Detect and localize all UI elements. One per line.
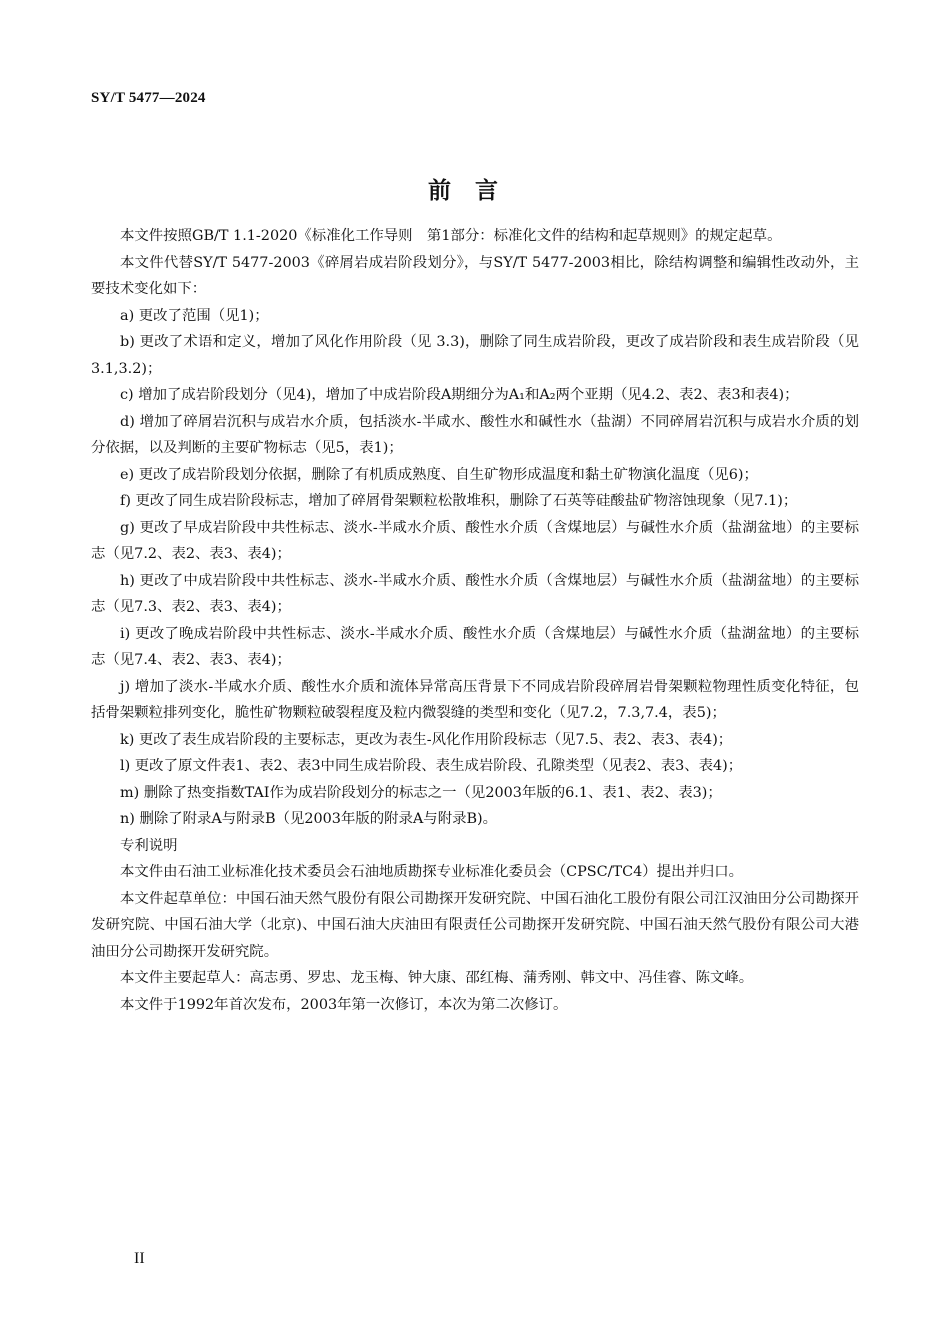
list-item: d) 增加了碎屑岩沉积与成岩水介质，包括淡水-半咸水、酸性水和碱性水（盐湖）不同碎屑岩沉积与成岩水介质的划分依据，以及判断的主要矿物标志（见5，表1)； (91, 413, 859, 456)
paragraph: 本文件按照GB/T 1.1-2020《标准化工作导则 第1部分：标准化文件的结构和起草规则》的规定起草。 (120, 228, 782, 244)
list-item: c) 增加了成岩阶段划分（见4)，增加了中成岩阶段A期细分为A₁和A₂两个亚期（见4.2、表2、表3和表4)； (120, 387, 799, 403)
paragraph: 本文件主要起草人：高志勇、罗忠、龙玉梅、钟大康、邵红梅、蒲秀刚、韩文中、冯佳睿、陈文峰。 (120, 970, 754, 986)
paragraph: 本文件起草单位：中国石油天然气股份有限公司勘探开发研究院、中国石油化工股份有限公司江汉油田分公司勘探开发研究院、中国石油大学（北京)、中国石油大庆油田有限责任公司勘探开发研究院、中国石油天然气股份有限公司大港油田分公司勘探开发研究院。 (91, 890, 859, 960)
list-item: a) 更改了范围（见1)； (120, 307, 269, 324)
list-item: j) 增加了淡水-半咸水介质、酸性水介质和流体异常高压背景下不同成岩阶段碎屑岩骨架颗粒物理性质变化特征，包括骨架颗粒排列变化，脆性矿物颗粒破裂程度及粒内微裂缝的类型和变化（见7.2，7.3,7.4，表5)； (91, 678, 859, 721)
list-item: n) 删除了附录A与附录B（见2003年版的附录A与附录B)。 (120, 811, 498, 827)
page-number: II (134, 1250, 145, 1267)
list-item: f) 更改了同生成岩阶段标志，增加了碎屑骨架颗粒松散堆积，删除了石英等硅酸盐矿物溶蚀现象（见7.1)； (120, 493, 798, 509)
list-item: h) 更改了中成岩阶段中共性标志、淡水-半咸水介质、酸性水介质（含煤地层）与碱性水介质（盐湖盆地）的主要标志（见7.3、表2、表3、表4)； (91, 572, 859, 615)
paragraph: 专利说明 (120, 837, 178, 854)
page-title: 前言 (428, 178, 522, 204)
list-item: e) 更改了成岩阶段划分依据，删除了有机质成熟度、自生矿物形成温度和黏土矿物演化温度（见6)； (120, 466, 758, 483)
list-item: b) 更改了术语和定义，增加了风化作用阶段（见 3.3)，删除了同生成岩阶段，更改了成岩阶段和表生成岩阶段（见3.1,3.2)； (91, 334, 859, 377)
list-item: l) 更改了原文件表1、表2、表3中同生成岩阶段、表生成岩阶段、孔隙类型（见表2、表3、表4)； (120, 758, 743, 774)
document-code: SY/T 5477—2024 (91, 90, 206, 106)
paragraph: 本文件代替SY/T 5477-2003《碎屑岩成岩阶段划分》，与SY/T 5477-2003相比，除结构调整和编辑性改动外，主要技术变化如下： (91, 254, 859, 297)
list-item: k) 更改了表生成岩阶段的主要标志，更改为表生-风化作用阶段标志（见7.5、表2、表3、表4)； (120, 731, 733, 748)
paragraph: 本文件由石油工业标准化技术委员会石油地质勘探专业标准化委员会（CPSC/TC4）提出并归口。 (120, 864, 744, 880)
list-item: g) 更改了早成岩阶段中共性标志、淡水-半咸水介质、酸性水介质（含煤地层）与碱性水介质（盐湖盆地）的主要标志（见7.2、表2、表3、表4)； (91, 519, 859, 562)
paragraph: 本文件于1992年首次发布，2003年第一次修订，本次为第二次修订。 (120, 996, 568, 1013)
document-body (91, 223, 859, 1018)
list-item: i) 更改了晚成岩阶段中共性标志、淡水-半咸水介质、酸性水介质（含煤地层）与碱性水介质（盐湖盆地）的主要标志（见7.4、表2、表3、表4)； (91, 625, 859, 668)
list-item: m) 删除了热变指数TAI作为成岩阶段划分的标志之一（见2003年版的6.1、表1、表2、表3)； (120, 784, 722, 801)
